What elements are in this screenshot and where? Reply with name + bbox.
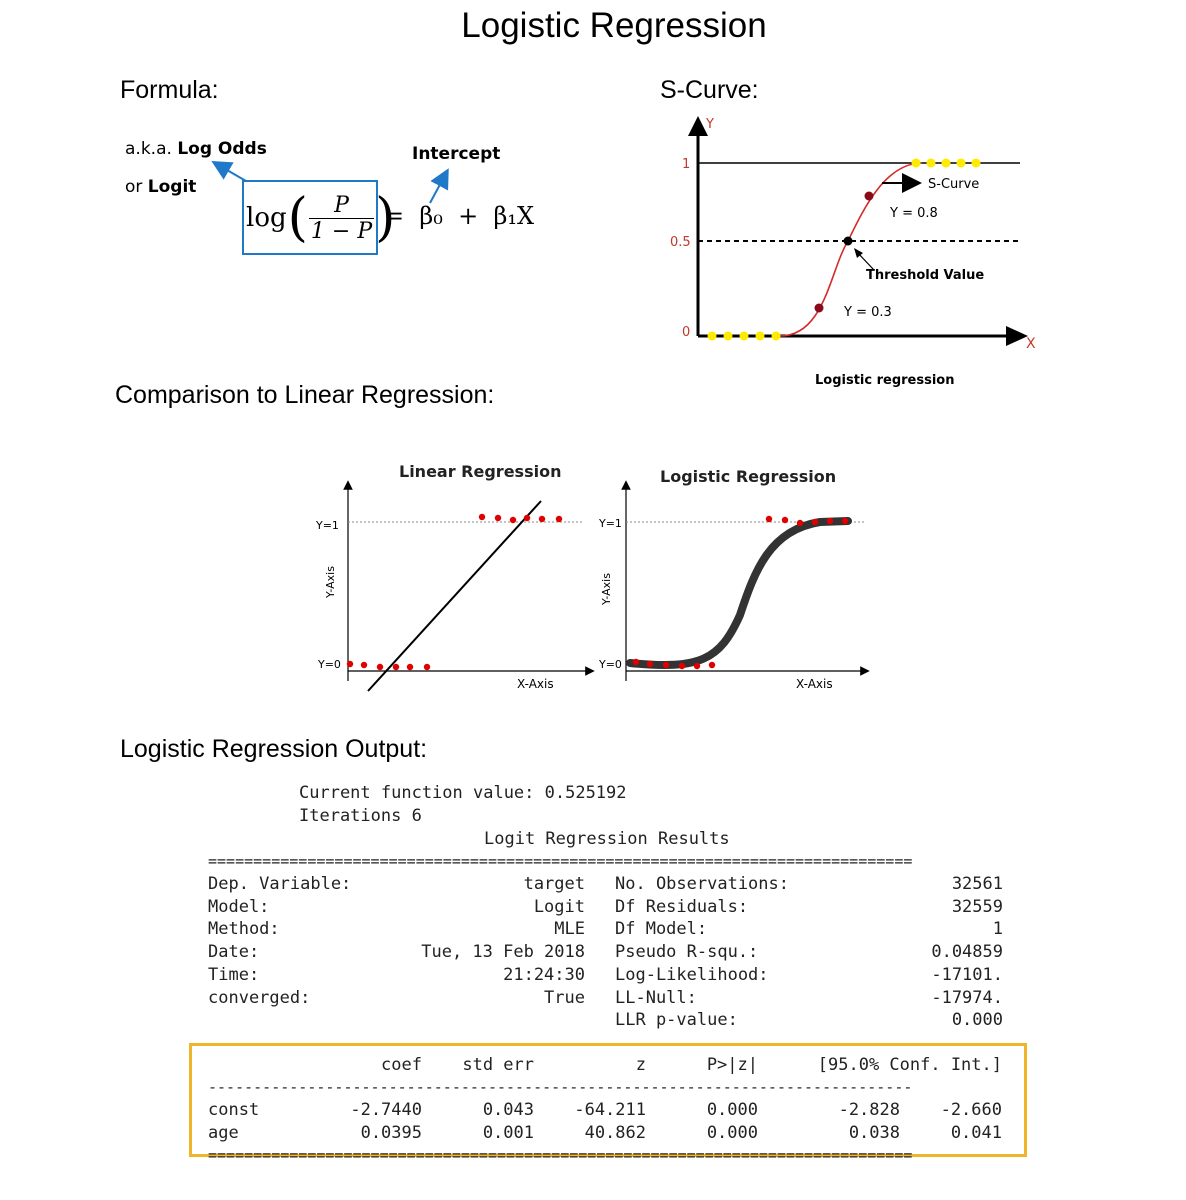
summary-value: target [523, 874, 585, 894]
point [479, 514, 485, 520]
summary-label: Time: [208, 964, 260, 985]
marker-threshold [844, 237, 853, 246]
summary-value: Logit [533, 896, 585, 917]
comparison-charts [300, 455, 900, 700]
marker-y08 [865, 192, 874, 201]
summary-label: Log-Likelihood: [615, 964, 769, 985]
paren-right: ) [375, 188, 396, 248]
logistic-y0-label: Y=0 [599, 658, 622, 671]
scurve-y-arrowhead [688, 116, 708, 136]
label-y08: Y = 0.8 [890, 206, 938, 221]
point [972, 159, 981, 168]
logistic-title: Logistic Regression [660, 467, 837, 486]
results-title: Logit Regression Results [484, 829, 730, 849]
iterations-line: Iterations 6 [299, 806, 422, 826]
tick-05: 0.5 [670, 235, 691, 250]
cell-coef: -2.7440 [350, 1100, 422, 1120]
logistic-regression-chart [598, 467, 865, 691]
point [393, 664, 399, 670]
point [842, 518, 848, 524]
summary-value: 21:24:30 [503, 964, 585, 985]
intercept-arrow [430, 177, 444, 203]
point [407, 664, 413, 670]
linear-regression-chart [315, 462, 590, 691]
summary-value: -17974. [931, 987, 1003, 1008]
summary-value: -17101. [931, 964, 1003, 985]
cell-coef: 0.0395 [360, 1123, 422, 1143]
point [724, 332, 733, 341]
output-heading: Logistic Regression Output: [120, 735, 428, 763]
scurve-x-arrowhead [1006, 326, 1028, 346]
logistic-points [633, 516, 848, 669]
scurve-y-label: Y [706, 117, 714, 132]
scurve-label: S-Curve [928, 177, 980, 192]
point [740, 332, 749, 341]
point [647, 661, 653, 667]
point [424, 664, 430, 670]
marker-y03 [815, 304, 824, 313]
linear-y0-label: Y=0 [318, 658, 341, 671]
numerator: P [334, 192, 349, 218]
point [633, 659, 639, 665]
point [912, 159, 921, 168]
col-z: z [635, 1055, 646, 1075]
linear-title: Linear Regression [399, 462, 562, 481]
logodds-arrow [220, 166, 246, 181]
point [708, 332, 717, 341]
logistic-y-label: Y-Axis [600, 573, 613, 605]
rule-bottom: ============================================================================== [208, 1146, 913, 1164]
page-title: Logistic Regression [461, 6, 767, 45]
s-curve-diagram [660, 110, 1060, 400]
point [663, 662, 669, 668]
or-prefix: or [125, 177, 143, 197]
point [495, 515, 501, 521]
coef-header-row [208, 1055, 1008, 1077]
scurve-heading: S-Curve: [660, 76, 759, 104]
summary-value: 32561 [951, 874, 1003, 894]
summary-label: LL-Null: [615, 987, 697, 1008]
point [772, 332, 781, 341]
logistic-x-label: X-Axis [796, 677, 833, 691]
col-pvalue: P>|z| [706, 1055, 758, 1075]
denominator: 1 − P [310, 218, 373, 244]
cell-std: 0.043 [482, 1100, 534, 1120]
point [377, 664, 383, 670]
point [694, 663, 700, 669]
linear-y1-label: Y=1 [316, 519, 339, 532]
cell-z: -64.211 [574, 1100, 646, 1120]
summary-label: Df Residuals: [615, 896, 749, 917]
summary-label: Df Model: [615, 919, 708, 940]
logistic-y1-label: Y=1 [599, 517, 622, 530]
point [766, 516, 772, 522]
summary-label: LLR p-value: [615, 1010, 738, 1031]
col-conf-int: [95.0% Conf. Int.] [817, 1055, 1002, 1075]
rule-mid: ------------------------------------------------------------------------------ [208, 1034, 913, 1052]
point [827, 518, 833, 524]
summary-label: Pseudo R-squ.: [615, 942, 759, 963]
summary-label: Method: [208, 919, 280, 940]
point [942, 159, 951, 168]
cell-name: const [208, 1100, 260, 1120]
logit-label: Logit [147, 177, 197, 197]
point [679, 663, 685, 669]
linear-x-label: X-Axis [517, 677, 554, 691]
formula-rhs: = β₀ + β₁X [384, 202, 535, 230]
aka-prefix: a.k.a. [125, 139, 172, 159]
fraction [309, 193, 374, 244]
point [361, 662, 367, 668]
point [797, 520, 803, 526]
table-row [208, 1100, 1008, 1122]
cell-lo: 0.038 [848, 1123, 900, 1143]
point [347, 661, 353, 667]
intercept-label: Intercept [412, 144, 501, 164]
summary-value: 0.04859 [931, 942, 1003, 963]
summary-label: converged: [208, 987, 311, 1008]
point [756, 332, 765, 341]
summary-value: 0.000 [951, 1010, 1003, 1031]
col-std-err: std err [462, 1055, 534, 1075]
comparison-heading: Comparison to Linear Regression: [115, 381, 495, 409]
point [556, 516, 562, 522]
logistic-fit-curve [630, 521, 848, 665]
log-function: log [246, 203, 287, 233]
log-odds-label: Log Odds [177, 139, 267, 159]
point [539, 516, 545, 522]
func-value-line: Current function value: 0.525192 [299, 783, 627, 803]
cell-std: 0.001 [482, 1123, 534, 1143]
cell-lo: -2.828 [838, 1100, 900, 1120]
scurve-x-label: X [1026, 336, 1036, 352]
scurve-caption: Logistic regression [815, 373, 955, 388]
linear-fit-line [368, 501, 541, 691]
summary-label: Dep. Variable: [208, 874, 352, 894]
point [510, 517, 516, 523]
cell-p: 0.000 [706, 1123, 758, 1143]
cell-hi: -2.660 [940, 1100, 1002, 1120]
summary-value: True [544, 987, 585, 1008]
summary-label: No. Observations: [615, 874, 789, 894]
threshold-label: Threshold Value [866, 268, 985, 283]
log-odds-expression [246, 185, 396, 251]
tick-1: 1 [682, 157, 691, 172]
rule-top: ============================================================================== [208, 852, 913, 870]
col-coef: coef [381, 1055, 422, 1075]
formula-heading: Formula: [120, 76, 219, 104]
cell-name: age [208, 1123, 239, 1143]
paren-left: ( [287, 188, 308, 248]
cell-hi: 0.041 [950, 1123, 1002, 1143]
point [927, 159, 936, 168]
point [524, 515, 530, 521]
summary-value: Tue, 13 Feb 2018 [421, 942, 585, 963]
point [782, 517, 788, 523]
linear-y-label: Y-Axis [324, 566, 337, 598]
summary-label: Model: [208, 896, 270, 917]
summary-value: 32559 [951, 896, 1003, 917]
linear-points [347, 514, 562, 670]
point [957, 159, 966, 168]
table-row [208, 1123, 1008, 1145]
summary-label: Date: [208, 942, 260, 963]
cell-p: 0.000 [706, 1100, 758, 1120]
summary-value: MLE [554, 919, 585, 940]
point [812, 519, 818, 525]
point [709, 662, 715, 668]
cell-z: 40.862 [584, 1123, 646, 1143]
summary-value: 1 [992, 919, 1003, 940]
tick-0: 0 [682, 325, 691, 340]
rule-coef: ------------------------------------------------------------------------------ [208, 1078, 913, 1096]
label-y03: Y = 0.3 [844, 305, 892, 320]
